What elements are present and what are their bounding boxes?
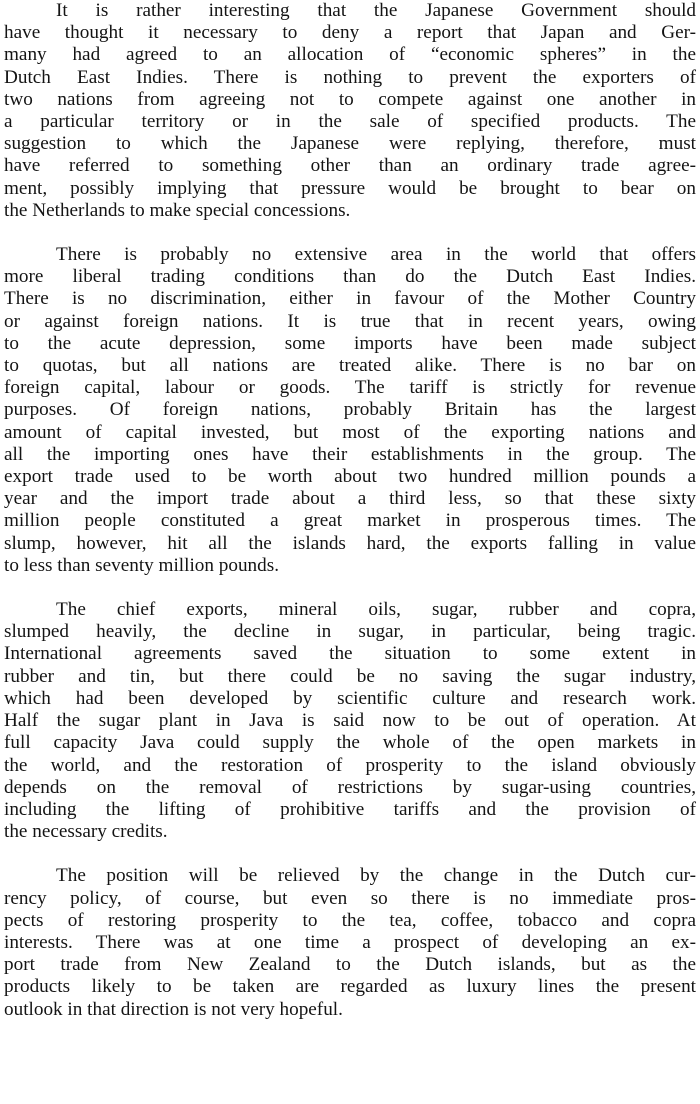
text-line: Half the sugar plant in Java is said now to be out of operation. At [4, 710, 696, 732]
text-line: There is probably no extensive area in the world that offers [56, 244, 696, 266]
text-line: There is no discrimination, either in favour of the Mother Country [4, 288, 696, 310]
text-line: year and the import trade about a third less, so that these sixty [4, 488, 696, 510]
text-line: the world, and the restoration of prosperity to the island obviously [4, 754, 696, 776]
paragraph-currency-policy [4, 865, 696, 1020]
text-line: products likely to be taken are regarded as luxury lines the present [4, 976, 696, 998]
text-line: The chief exports, mineral oils, sugar, rubber and copra, [56, 599, 696, 621]
text-line: the necessary credits. [4, 821, 168, 843]
text-line: two nations from agreeing not to compete against one another in [4, 88, 696, 110]
text-line: have thought it necessary to deny a report that Japan and Ger- [4, 22, 696, 44]
text-line: export trade used to be worth about two hundred million pounds a [4, 466, 696, 488]
text-line: many had agreed to an allocation of “economic spheres” in the [4, 44, 696, 66]
paragraph-liberal-trading [4, 244, 696, 577]
text-line: foreign capital, labour or goods. The tariff is strictly for revenue [4, 377, 696, 399]
text-line: pects of restoring prosperity to the tea, coffee, tobacco and copra [4, 909, 696, 931]
text-line: to quotas, but all nations are treated alike. There is no bar on [4, 355, 696, 377]
article-page [4, 0, 696, 1021]
text-line: outlook in that direction is not very hopeful. [4, 998, 343, 1020]
text-line: ment, possibly implying that pressure would be brought to bear on [4, 177, 696, 199]
text-line: more liberal trading conditions than do the Dutch East Indies. [4, 266, 696, 288]
text-line: depends on the removal of restrictions by sugar-using countries, [4, 776, 696, 798]
text-line: It is rather interesting that the Japanese Government should [56, 0, 696, 21]
text-line: a particular territory or in the sale of specified products. The [4, 111, 696, 133]
paragraph-chief-exports [4, 599, 696, 843]
text-line: or against foreign nations. It is true that in recent years, owing [4, 310, 696, 332]
text-line: the Netherlands to make special concessions. [4, 199, 351, 221]
text-line: slumped heavily, the decline in sugar, in particular, being tragic. [4, 621, 696, 643]
paragraph-japanese-government [4, 0, 696, 222]
text-line: full capacity Java could supply the whole of the open markets in [4, 732, 696, 754]
text-line: port trade from New Zealand to the Dutch islands, but as the [4, 954, 696, 976]
text-line: International agreements saved the situation to some extent in [4, 643, 696, 665]
text-line: have referred to something other than an ordinary trade agree- [4, 155, 696, 177]
text-line: suggestion to which the Japanese were replying, therefore, must [4, 133, 696, 155]
text-line: rubber and tin, but there could be no saving the sugar industry, [4, 665, 696, 687]
text-line: interests. There was at one time a prospect of developing an ex- [4, 931, 696, 953]
text-line: million people constituted a great market in prosperous times. The [4, 510, 696, 532]
text-line: Dutch East Indies. There is nothing to prevent the exporters of [4, 66, 696, 88]
text-line: including the lifting of prohibitive tariffs and the provision of [4, 798, 696, 820]
text-line: to less than seventy million pounds. [4, 554, 280, 576]
text-line: The position will be relieved by the change in the Dutch cur- [56, 865, 696, 887]
text-line: amount of capital invested, but most of the exporting nations and [4, 421, 696, 443]
text-line: purposes. Of foreign nations, probably Britain has the largest [4, 399, 696, 421]
text-line: rency policy, of course, but even so there is no immediate pros- [4, 887, 696, 909]
text-line: to the acute depression, some imports have been made subject [4, 332, 696, 354]
text-line: all the importing ones have their establishments in the group. The [4, 443, 696, 465]
text-line: which had been developed by scientific culture and research work. [4, 687, 696, 709]
text-line: slump, however, hit all the islands hard, the exports falling in value [4, 532, 696, 554]
